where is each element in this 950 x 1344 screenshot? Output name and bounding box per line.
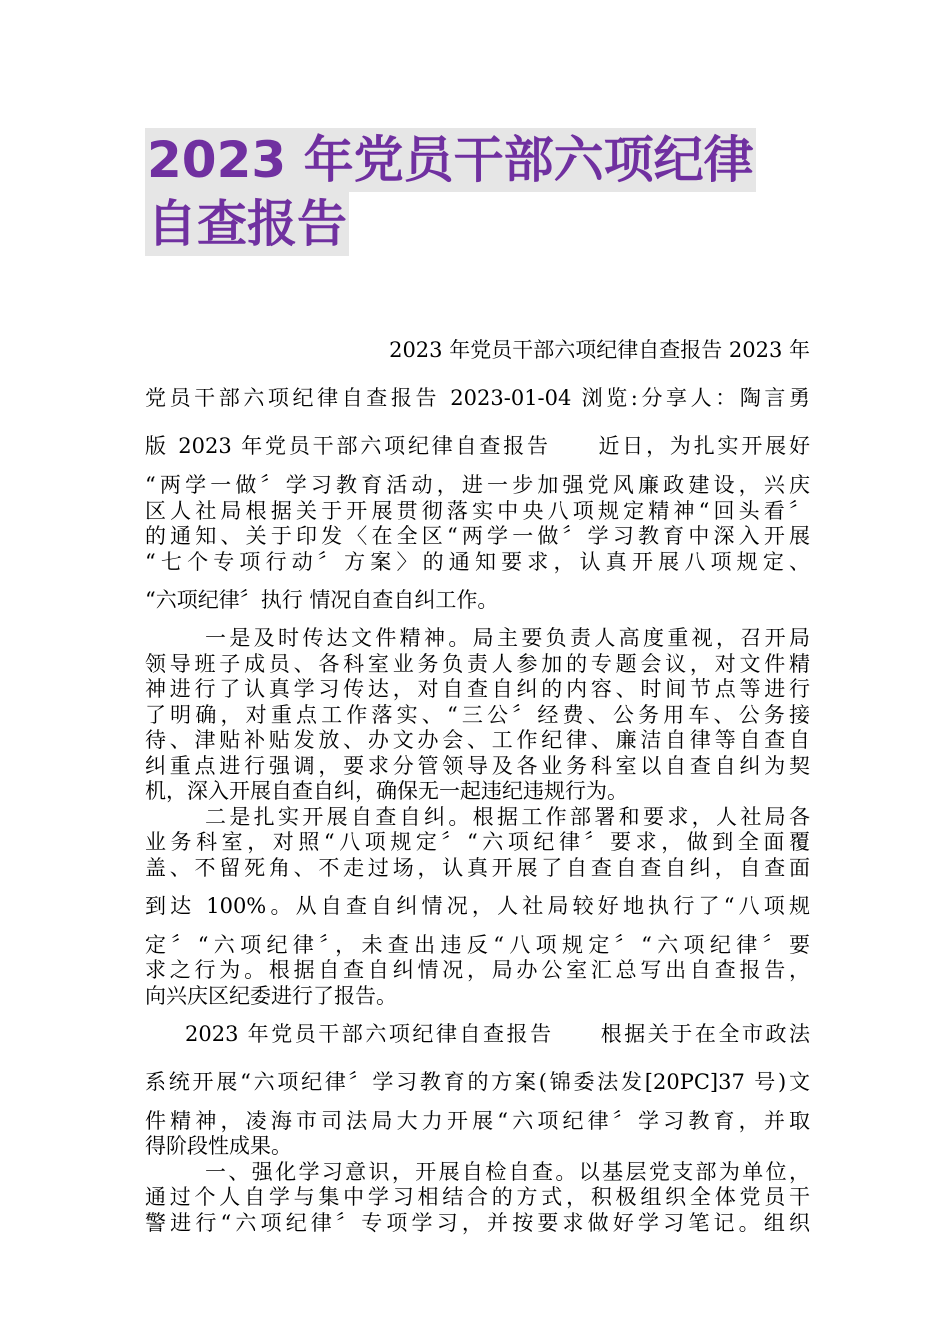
body-line: 得阶段性成果。 [145,1134,292,1158]
title-line-1: 2023 年党员干部六项纪律 [145,128,756,192]
body-line: 系统开展“六项纪律〞学习教育的方案(锦委法发[20PC]37 号)文 [145,1070,810,1094]
body-line: 盖、不留死角、不走过场，认真开展了自查自查自纠，自查面 [145,856,810,880]
body-line: 警进行“六项纪律〞专项学习，并按要求做好学习笔记。组织 [145,1211,810,1235]
body-line: 向兴庆区纪委进行了报告。 [145,984,397,1008]
body-line: 一、强化学习意识，开展自检自查。以基层党支部为单位， [205,1160,810,1184]
body-line: 领导班子成员、各科室业务负责人参加的专题会议，对文件精 [145,652,810,676]
body-line: 2023 年党员干部六项纪律自查报告 根据关于在全市政法 [185,1022,810,1046]
body-line: 到达 100%。从自查自纠情况，人社局较好地执行了“八项规 [145,894,810,918]
body-line: 神进行了认真学习传达，对自查自纠的内容、时间节点等进行 [145,677,810,701]
body-line: “七个专项行动〞方案〉的通知要求，认真开展八项规定、 [145,550,810,574]
body-line: 党员干部六项纪律自查报告 2023-01-04 浏览:分享人：陶言勇 [145,386,810,410]
body-line: 纠重点进行强调，要求分管领导及各业务科室以自查自纠为契 [145,754,810,778]
body-line: “六项纪律〞执行 情况自查自纠工作。 [145,588,499,612]
body-line: 通过个人自学与集中学习相结合的方式，积极组织全体党员干 [145,1185,810,1209]
body-line: 定〞“六项纪律〞，未查出违反“八项规定〞“六项纪律〞要 [145,933,810,957]
document-title [145,128,810,256]
body-line: 求之行为。根据自查自纠情况，局办公室汇总写出自查报告， [145,958,810,982]
body-line: 了明确，对重点工作落实、“三公〞经费、公务用车、公务接 [145,703,810,727]
body-line: 2023 年党员干部六项纪律自查报告 2023 年 [389,338,810,362]
body-line: 一是及时传达文件精神。局主要负责人高度重视，召开局 [205,626,810,650]
title-line-2: 自查报告 [145,192,349,256]
body-line: 版 2023 年党员干部六项纪律自查报告 近日，为扎实开展好 [145,434,810,458]
body-line: “两学一做〞学习教育活动，进一步加强党风廉政建设，兴庆 [145,473,810,497]
body-line: 区人社局根据关于开展贯彻落实中央八项规定精神“回头看〞 [145,499,810,523]
body-line: 业务科室，对照“八项规定〞“六项纪律〞要求，做到全面覆 [145,830,810,854]
body-line: 机，深入开展自查自纠，确保无一起违纪违规行为。 [145,779,628,803]
body-line: 的通知、关于印发〈在全区“两学一做〞学习教育中深入开展 [145,524,810,548]
body-line: 二是扎实开展自查自纠。根据工作部署和要求，人社局各 [205,805,810,829]
body-line: 待、津贴补贴发放、办文办会、工作纪律、廉洁自律等自查自 [145,728,810,752]
body-line: 件精神，凌海市司法局大力开展“六项纪律〞学习教育，并取 [145,1109,810,1133]
